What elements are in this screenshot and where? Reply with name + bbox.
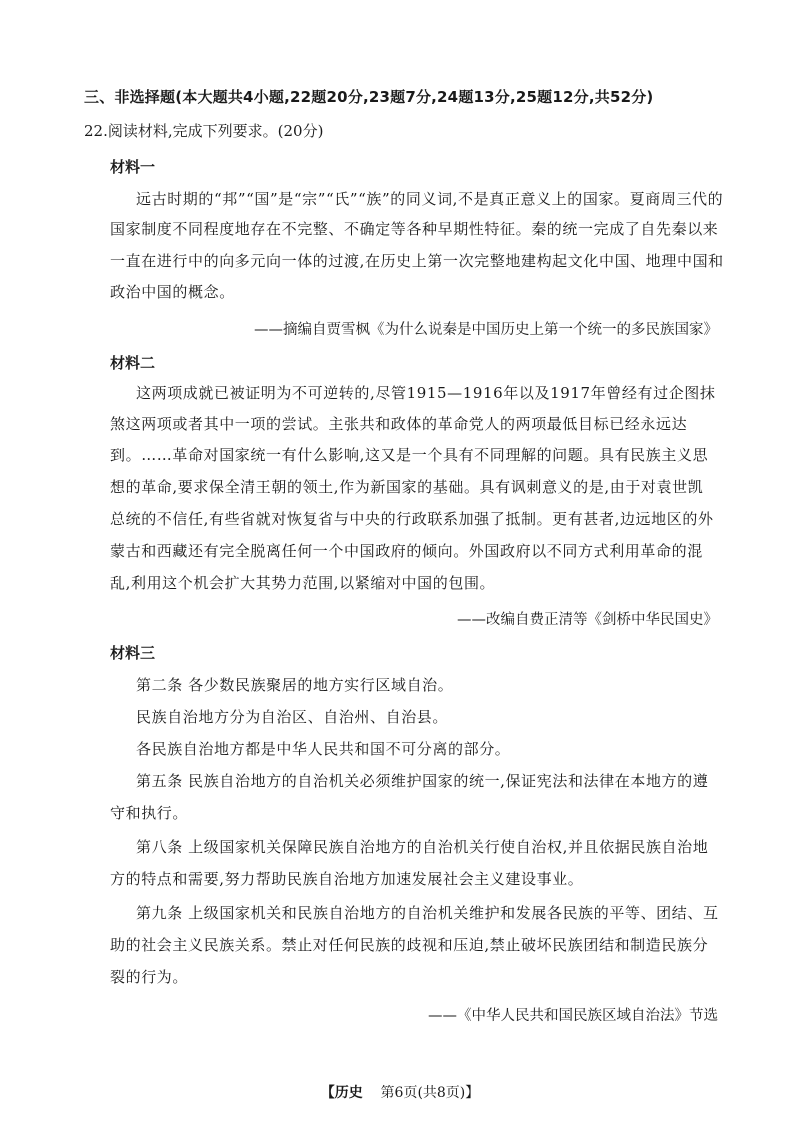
material-3-line: 各民族自治地方都是中华人民共和国不可分离的部分。	[136, 740, 511, 758]
material-3-source: ——《中华人民共和国民族区域自治法》节选	[428, 1008, 718, 1024]
question-prompt: 22.阅读材料,完成下列要求。(20分)	[84, 122, 324, 140]
material-1-line: 国家制度不同程度地存在不完整、不确定等各种早期性特征。秦的统一完成了自先秦以来	[110, 220, 719, 238]
material-3-line: 第九条 上级国家机关和民族自治地方的自治机关维护和发展各民族的平等、团结、互	[136, 904, 719, 922]
material-1-source: ——摘编自贾雪枫《为什么说秦是中国历史上第一个统一的多民族国家》	[254, 322, 718, 338]
material-3-line: 守和执行。	[110, 804, 189, 822]
material-2-line: 到。……革命对国家统一有什么影响,这又是一个具有不同理解的问题。具有民族主义思	[110, 446, 709, 464]
footer-page-number: 第6页(共8页)】	[380, 1085, 480, 1101]
material-2-line: 总统的不信任,有些省就对恢复省与中央的行政联系加强了抵制。更有甚者,边远地区的外	[110, 510, 714, 528]
material-1-line: 远古时期的“邦”“国”是“宗”“氏”“族”的同义词,不是真正意义上的国家。夏商周三代的	[136, 190, 724, 208]
material-2-line: 乱,利用这个机会扩大其势力范围,以紧缩对中国的包围。	[110, 574, 496, 592]
material-3-line: 裂的行为。	[110, 968, 189, 986]
material-1-line: 政治中国的概念。	[110, 283, 235, 301]
material-2-title: 材料二	[110, 354, 156, 372]
material-2-source: ——改编自费正清等《剑桥中华民国史》	[457, 612, 718, 628]
material-2-line: 煞这两项或者其中一项的尝试。主张共和政体的革命党人的两项最低目标已经永远达	[110, 415, 688, 433]
material-3-line: 第二条 各少数民族聚居的地方实行区域自治。	[136, 676, 454, 694]
page-footer	[0, 1082, 800, 1102]
material-2-line: 这两项成就已被证明为不可逆转的,尽管1915—1916年以及1917年曾经有过企图抹	[136, 384, 716, 402]
section-header: 三、非选择题(本大题共4小题,22题20分,23题7分,24题13分,25题12分,共52分)	[84, 88, 654, 106]
material-3-line: 第五条 民族自治地方的自治机关必须维护国家的统一,保证宪法和法律在本地方的遵	[136, 772, 709, 790]
material-3-line: 助的社会主义民族关系。禁止对任何民族的歧视和压迫,禁止破坏民族团结和制造民族分	[110, 936, 709, 954]
footer-subject: 【历史	[320, 1085, 363, 1101]
material-2-line: 想的革命,要求保全清王朝的领土,作为新国家的基础。具有讽刺意义的是,由于对袁世凯	[110, 478, 704, 496]
material-1-title: 材料一	[110, 158, 156, 176]
material-3-line: 第八条 上级国家机关保障民族自治地方的自治机关行使自治权,并且依据民族自治地	[136, 838, 709, 856]
material-3-line: 民族自治地方分为自治区、自治州、自治县。	[136, 708, 449, 726]
material-2-line: 蒙古和西藏还有完全脱离任何一个中国政府的倾向。外国政府以不同方式利用革命的混	[110, 542, 703, 560]
material-3-title: 材料三	[110, 644, 156, 662]
material-1-line: 一直在进行中的向多元向一体的过渡,在历史上第一次完整地建构起文化中国、地理中国和	[110, 252, 724, 270]
material-3-line: 方的特点和需要,努力帮助民族自治地方加速发展社会主义建设事业。	[110, 870, 584, 888]
